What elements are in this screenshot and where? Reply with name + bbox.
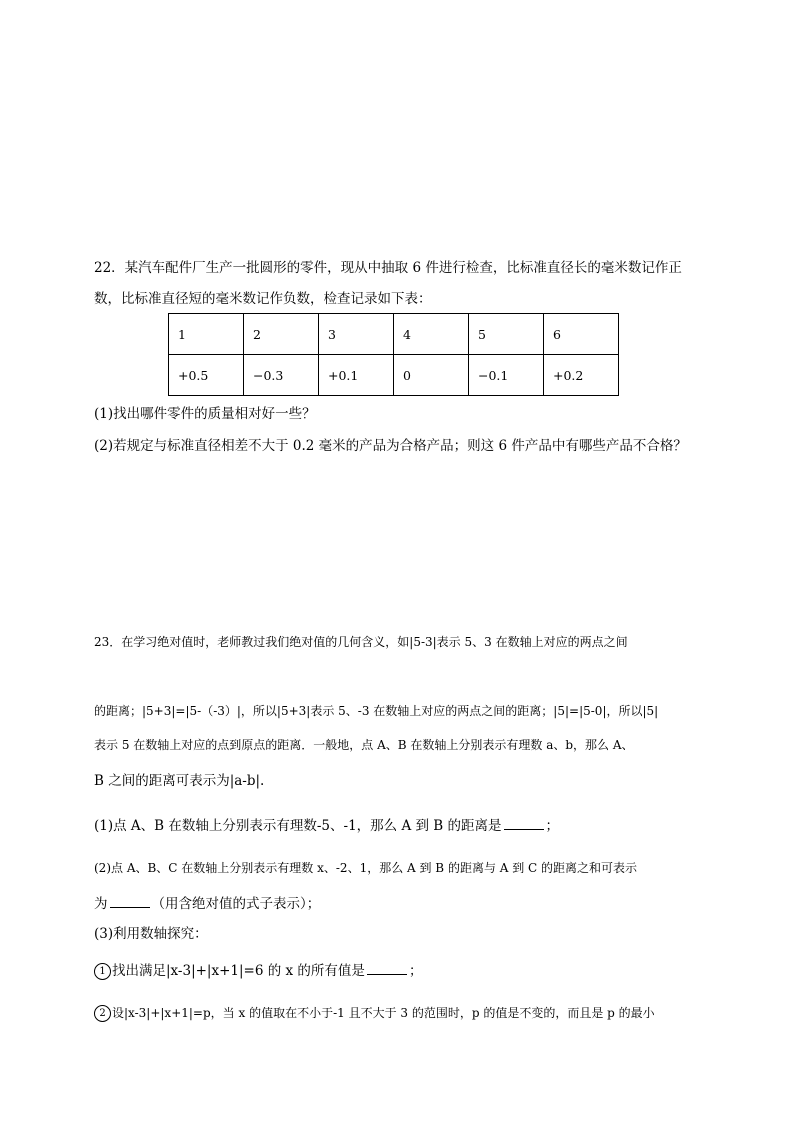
circled-number-icon: 1 bbox=[94, 963, 111, 980]
table-cell: 6 bbox=[544, 314, 619, 355]
table-cell: +0.1 bbox=[319, 355, 394, 396]
q23-part-1-text: (1)点 A、B 在数轴上分别表示有理数-5、-1，那么 A 到 B 的距离是 bbox=[94, 818, 502, 834]
q23-part-2-suffix: （用含绝对值的式子表示）； bbox=[151, 896, 321, 912]
q23-intro-line-1: 23．在学习绝对值时，老师教过我们绝对值的几何含义，如|5-3|表示 5、3 在数轴上对应的两点之间 bbox=[94, 635, 628, 649]
table-row-part-number bbox=[169, 314, 619, 355]
q23-part-1-end: ； bbox=[545, 818, 560, 834]
q22-title: 22．某汽车配件厂生产一批圆形的零件，现从中抽取 6 件进行检查，比标准直径长的毫米数记作正 bbox=[94, 260, 682, 276]
table-cell: +0.5 bbox=[169, 355, 244, 396]
table-cell: 0 bbox=[394, 355, 469, 396]
q23-intro-line-3: 表示 5 在数轴上对应的点到原点的距离．一般地，点 A、B 在数轴上分别表示有理数 a、b，那么 A、 bbox=[94, 738, 634, 752]
q23-intro-line-4: B 之间的距离可表示为|a-b|. bbox=[94, 773, 265, 789]
q23-intro-line-2: 的距离；|5+3|=|5-（-3）|，所以|5+3|表示 5、-3 在数轴上对应的两点之间的距离；|5|=|5-0|，所以|5| bbox=[94, 704, 659, 718]
table-cell: 5 bbox=[469, 314, 544, 355]
q23-part-3-item-2 bbox=[94, 1003, 655, 1023]
table-row-deviation bbox=[169, 355, 619, 396]
table-cell: −0.3 bbox=[244, 355, 319, 396]
q23-part-2: (2)点 A、B、C 在数轴上分别表示有理数 x、-2、1，那么 A 到 B 的距离与 A 到 C 的距离之和可表示 bbox=[94, 861, 638, 875]
table-cell: −0.1 bbox=[469, 355, 544, 396]
table-cell: 2 bbox=[244, 314, 319, 355]
inspection-table bbox=[168, 313, 619, 396]
q23-item-1-text: 找出满足|x-3|+|x+1|=6 的 x 的所有值是 bbox=[112, 963, 365, 979]
answer-blank[interactable] bbox=[504, 815, 544, 830]
q23-item-1-end: ； bbox=[408, 963, 423, 979]
answer-blank[interactable] bbox=[367, 960, 407, 975]
q23-part-3: (3)利用数轴探究： bbox=[94, 926, 208, 942]
q23-part-2-continued bbox=[94, 893, 320, 914]
q23-part-1 bbox=[94, 815, 559, 836]
q23-item-2-text: 设|x-3|+|x+1|=p，当 x 的值取在不小于-1 且不大于 3 的范围时，p 的值是不变的，而且是 p 的最小 bbox=[112, 1006, 655, 1020]
q22-part-1: (1)找出哪件零件的质量相对好一些？ bbox=[94, 406, 316, 422]
table-cell: 4 bbox=[394, 314, 469, 355]
table-cell: +0.2 bbox=[544, 355, 619, 396]
table-cell: 1 bbox=[169, 314, 244, 355]
circled-number-icon: 2 bbox=[94, 1005, 111, 1022]
q23-part-2-prefix: 为 bbox=[94, 896, 108, 912]
answer-blank[interactable] bbox=[110, 893, 150, 908]
q22-part-2: (2)若规定与标准直径相差不大于 0.2 毫米的产品为合格产品；则这 6 件产品中有哪些产品不合格？ bbox=[94, 438, 687, 454]
q22-title-continued: 数，比标准直径短的毫米数记作负数，检查记录如下表： bbox=[94, 291, 432, 307]
q23-part-3-item-1 bbox=[94, 960, 422, 981]
table-cell: 3 bbox=[319, 314, 394, 355]
